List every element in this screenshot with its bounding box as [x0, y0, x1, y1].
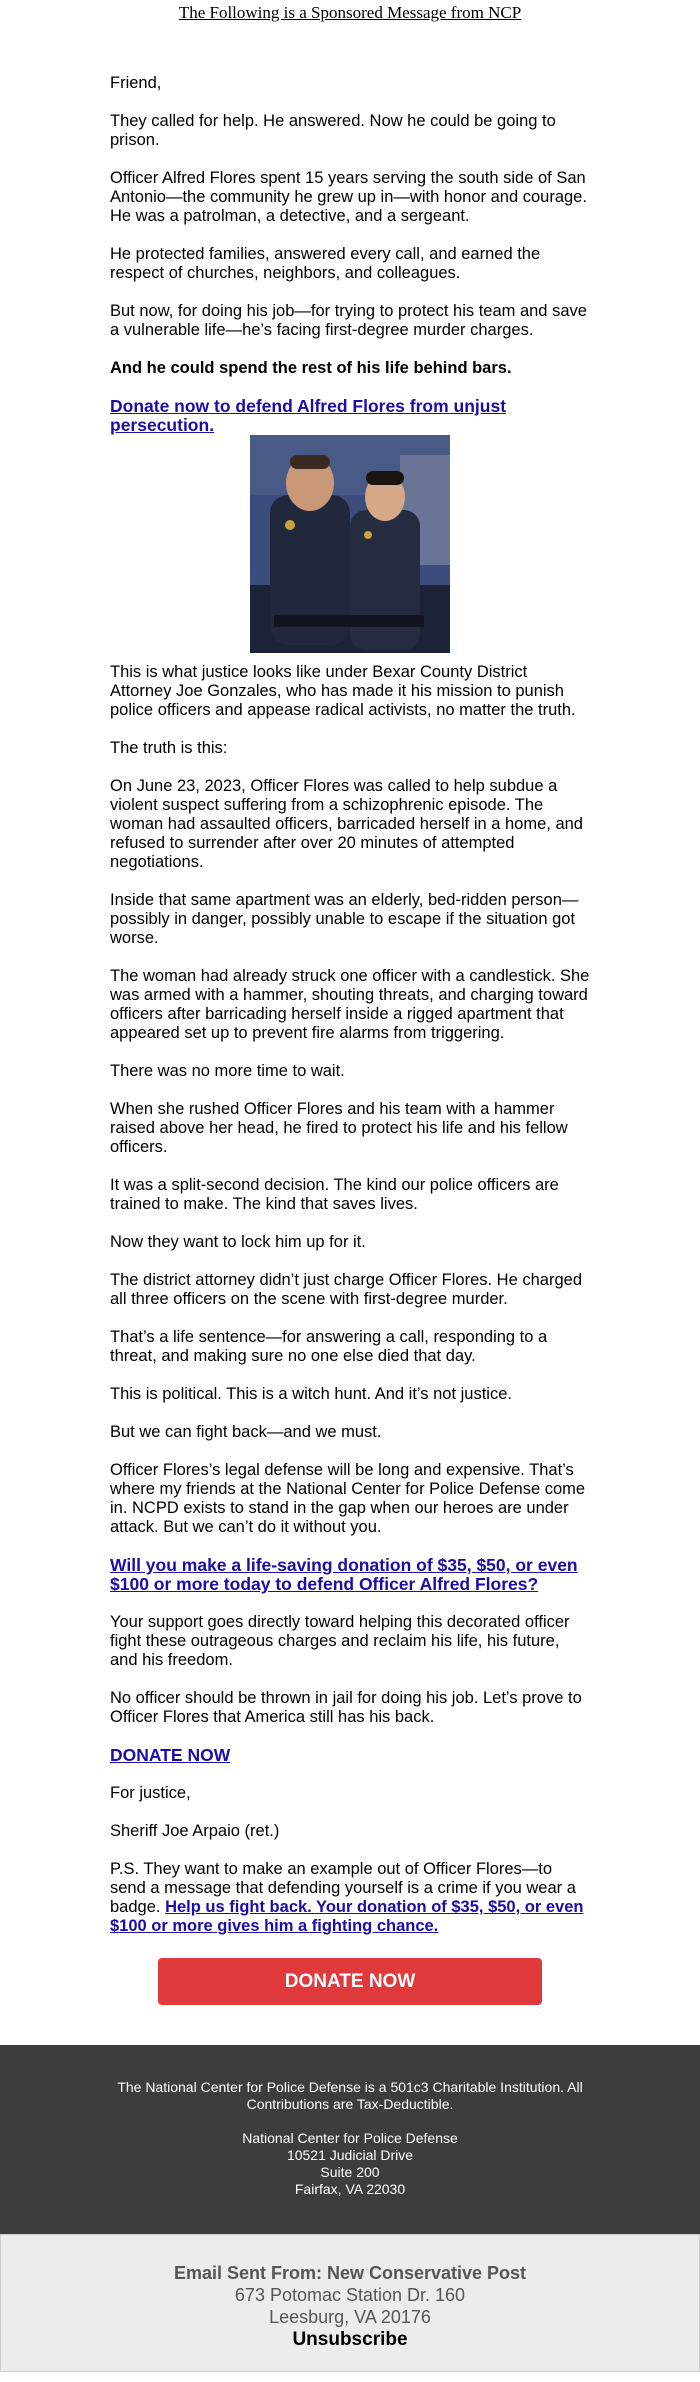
- email-body: [110, 34, 590, 2005]
- donate-now-button[interactable]: DONATE NOW: [158, 1958, 542, 2005]
- sender-street: 673 Potomac Station Dr. 160: [234, 2285, 466, 2305]
- body-paragraph: No officer should be thrown in jail for doing his job. Let’s prove to Officer Flores that America still has his back.: [110, 1689, 582, 1726]
- sender-footer: [0, 2234, 700, 2372]
- postscript: [110, 1860, 590, 1936]
- signoff: For justice,: [110, 1784, 191, 1802]
- body-paragraph: That’s a life sentence—for answering a call, responding to a threat, and making sure no one else died that day.: [110, 1328, 548, 1365]
- body-paragraph: They called for help. He answered. Now he could be going to prison.: [110, 112, 556, 149]
- org-city: Fairfax, VA 22030: [294, 2181, 406, 2197]
- body-paragraph: Now they want to lock him up for it.: [110, 1233, 366, 1251]
- postscript-donate-link[interactable]: Help us fight back. Your donation of $35, $50, or even $100 or more gives him a fighting chance.: [110, 1898, 584, 1935]
- body-paragraph: Inside that same apartment was an elderly, bed-ridden person—possibly in danger, possibly unable to escape if the situation got worse.: [110, 891, 579, 947]
- body-paragraph: Officer Flores’s legal defense will be long and expensive. That’s where my friends at the National Center for Police Defense come in. NCPD exists to stand in the gap when our heroes are under attack. But we can’t do it without you.: [110, 1461, 586, 1536]
- photo-container: [110, 435, 590, 653]
- signature: Sheriff Joe Arpaio (ret.): [110, 1822, 280, 1840]
- body-paragraph: This is what justice looks like under Bexar County District Attorney Joe Gonzales, who has made it his mission to punish police officers and appease radical activists, no matter the truth.: [110, 663, 576, 719]
- sender-name: Email Sent From: New Conservative Post: [173, 2263, 527, 2283]
- unsubscribe-link[interactable]: Unsubscribe: [292, 2329, 408, 2350]
- sponsor-banner-text: The Following is a Sponsored Message from NCP: [178, 3, 522, 22]
- body-paragraph: The district attorney didn’t just charge Officer Flores. He charged all three officers on the scene with first-degree murder.: [110, 1271, 582, 1308]
- sender-city: Leesburg, VA 20176: [269, 2307, 431, 2327]
- org-name: National Center for Police Defense: [242, 2130, 458, 2146]
- org-footer: [0, 2045, 700, 2234]
- body-paragraph: But we can fight back—and we must.: [110, 1423, 382, 1441]
- tax-disclaimer: The National Center for Police Defense is a 501c3 Charitable Institution. All Contributions are Tax-Deductible.: [117, 2079, 583, 2112]
- donate-now-link[interactable]: DONATE NOW: [110, 1745, 231, 1765]
- body-paragraph: This is political. This is a witch hunt. And it’s not justice.: [110, 1385, 512, 1403]
- body-paragraph: He protected families, answered every call, and earned the respect of churches, neighbors, and colleagues.: [110, 245, 541, 282]
- body-paragraph: The woman had already struck one officer with a candlestick. She was armed with a hammer, shouting threats, and charging toward officers after barricading herself inside a rigged apartment that appeared set up to prevent fire alarms from triggering.: [110, 967, 590, 1042]
- donate-link-defend-flores[interactable]: Donate now to defend Alfred Flores from unjust persecution.: [110, 396, 507, 435]
- bold-statement: And he could spend the rest of his life behind bars.: [110, 359, 512, 377]
- sponsor-banner: [0, 0, 700, 34]
- body-paragraph: When she rushed Officer Flores and his team with a hammer raised above her head, he fired to protect his life and his fellow officers.: [110, 1100, 568, 1156]
- body-paragraph: Officer Alfred Flores spent 15 years serving the south side of San Antonio—the community he grew up in—with honor and courage. He was a patrolman, a detective, and a sergeant.: [110, 169, 587, 225]
- org-suite: Suite 200: [320, 2164, 380, 2180]
- officers-photo-image: [250, 435, 450, 653]
- greeting: Friend,: [110, 74, 162, 92]
- body-paragraph: There was no more time to wait.: [110, 1062, 345, 1080]
- officers-photo: [250, 435, 450, 653]
- body-paragraph: On June 23, 2023, Officer Flores was called to help subdue a violent suspect suffering from a schizophrenic episode. The woman had assaulted officers, barricaded herself in a home, and refused to surrender after over 20 minutes of attempted negotiations.: [110, 777, 583, 871]
- body-paragraph: But now, for doing his job—for trying to protect his team and save a vulnerable life—he’s facing first-degree murder charges.: [110, 302, 587, 339]
- donate-button-container: [110, 1958, 590, 2005]
- body-paragraph: The truth is this:: [110, 739, 228, 757]
- postscript-text: P.S. They want to make an example out of Officer Flores—to send a message that defending yourself is a crime if you wear a badge.: [110, 1860, 576, 1916]
- org-street: 10521 Judicial Drive: [286, 2147, 414, 2163]
- body-paragraph: Your support goes directly toward helping this decorated officer fight these outrageous charges and reclaim his life, his future, and his freedom.: [110, 1613, 570, 1669]
- body-paragraph: It was a split-second decision. The kind our police officers are trained to make. The kind that saves lives.: [110, 1176, 559, 1213]
- donate-link-life-saving[interactable]: Will you make a life-saving donation of $35, $50, or even $100 or more today to defend Officer Alfred Flores?: [110, 1555, 578, 1594]
